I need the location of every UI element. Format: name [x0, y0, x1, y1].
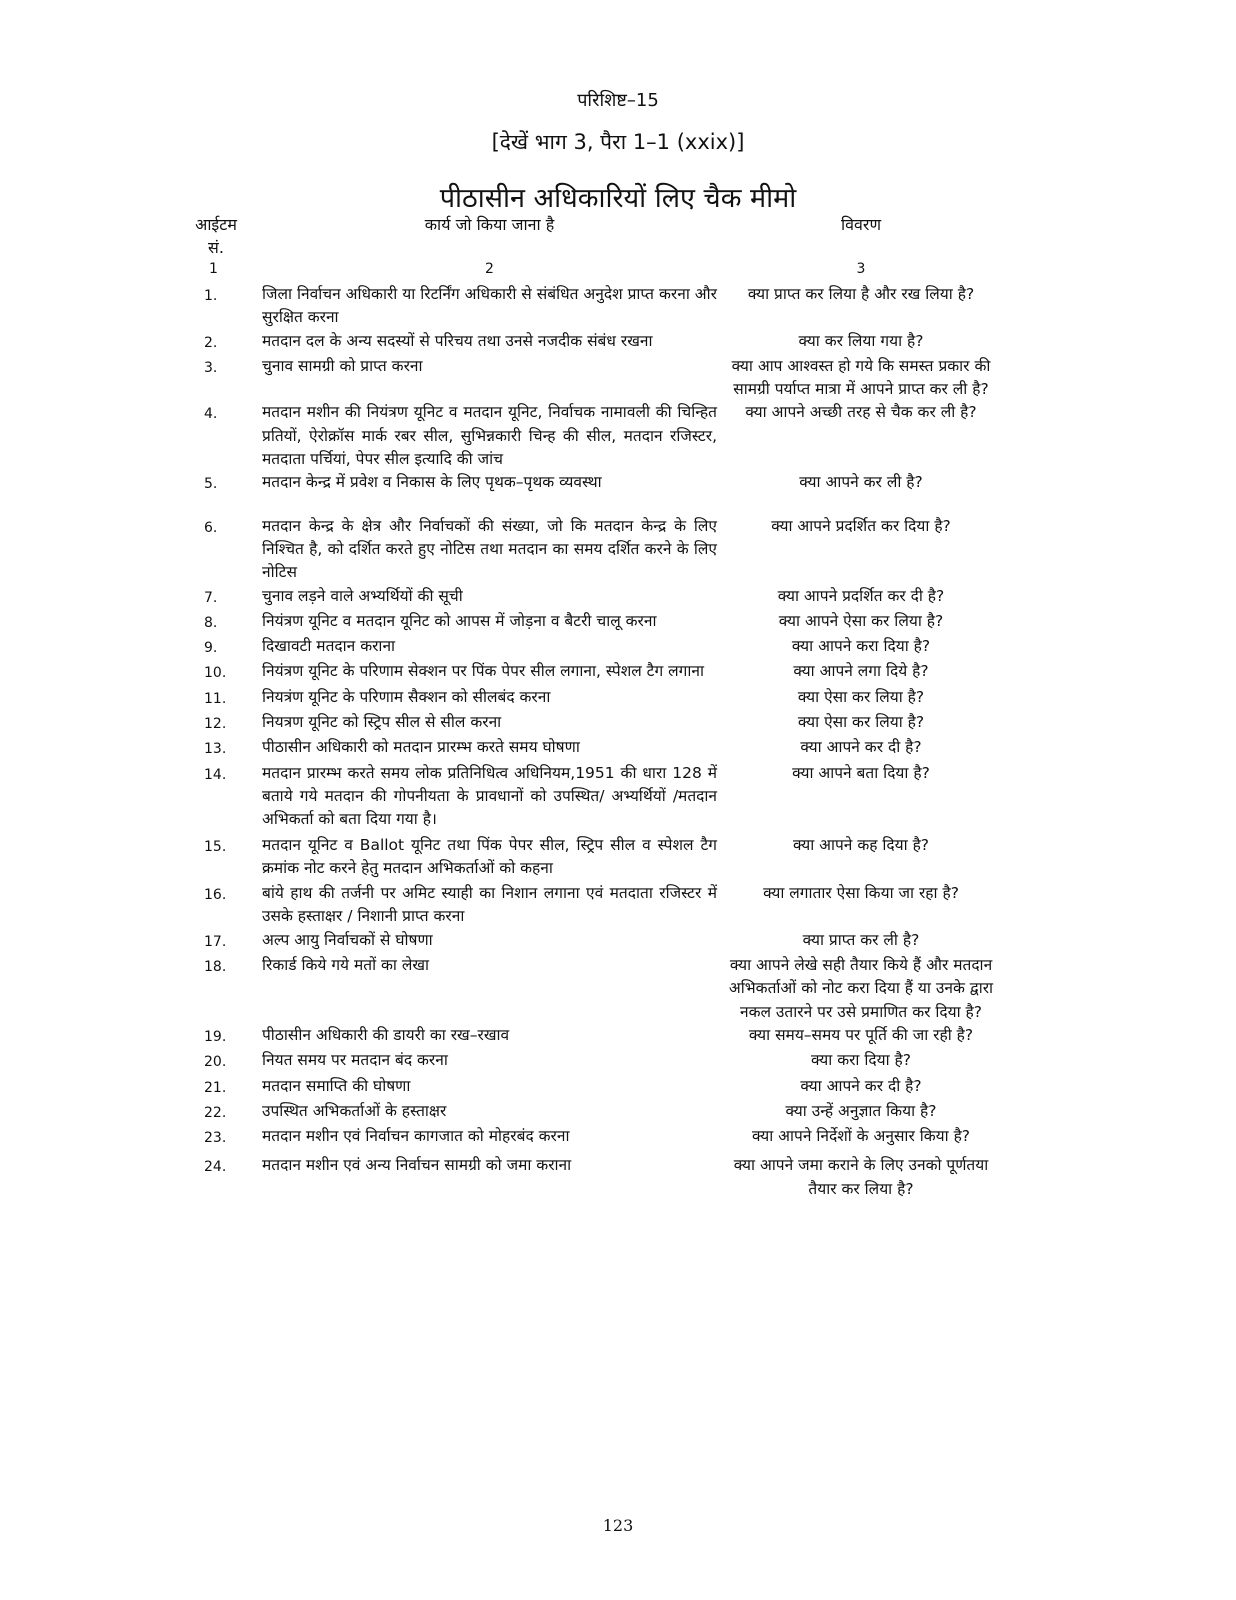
item-number: 21. — [204, 1079, 227, 1096]
item-number: 18. — [204, 959, 227, 976]
item-number: 3. — [204, 359, 218, 376]
task-text: मतदान यूनिट व Ballot यूनिट तथा पिंक पेपर सील, स्ट्रिप सील व स्पेशल टैग क्रमांक नोट करने हेतु मतदान अभिकर्ताओं को कहना — [262, 835, 717, 877]
task-text: नियत्रंण यूनिट के परिणाम सैक्शन को सीलबंद करना — [262, 687, 551, 706]
description-text: क्या ऐसा कर लिया है? — [797, 713, 925, 732]
item-number: 4. — [204, 406, 218, 423]
col-number-2: 2 — [485, 261, 494, 277]
table-row — [0, 1049, 1236, 1074]
description-text: क्या उन्हें अनुज्ञात किया है? — [785, 1101, 937, 1120]
table-row — [0, 1125, 1236, 1150]
description-text: क्या आपने प्रदर्शित कर दिया है? — [771, 516, 951, 535]
description-text: क्या आपने कर ली है? — [799, 473, 923, 492]
description-text: क्या आपने कह दिया है? — [792, 835, 930, 854]
table-row — [0, 401, 1236, 471]
task-text: मतदान केन्द्र में प्रवेश व निकास के लिए पृथक–पृथक व्यवस्था — [262, 473, 602, 492]
table-row — [0, 954, 1236, 1024]
table-row — [0, 635, 1236, 660]
task-text: नियंत्रण यूनिट व मतदान यूनिट को आपस में जोड़ना व बैटरी चालू करना — [262, 611, 657, 630]
item-number: 5. — [204, 476, 218, 493]
item-number: 8. — [204, 614, 218, 631]
description-text: क्या आप आश्वस्त हो गये कि समस्त प्रकार की सामग्री पर्याप्त मात्रा में आपने प्राप्त कर ली है? — [731, 356, 991, 399]
task-text: चुनाव सामग्री को प्राप्त करना — [262, 356, 423, 375]
item-number: 12. — [204, 716, 227, 733]
table-row — [0, 929, 1236, 954]
description-text: क्या प्राप्त कर ली है? — [802, 930, 920, 949]
appendix-label: परिशिष्ट–15 — [577, 90, 659, 111]
item-number: 13. — [204, 741, 227, 758]
item-number: 2. — [204, 334, 218, 351]
table-row — [0, 1024, 1236, 1049]
col-header-item-no: आईटम सं. — [195, 215, 237, 257]
task-text: मतदान प्रारम्भ करते समय लोक प्रतिनिधित्व अधिनियम,1951 की धारा 128 में बताये गये मतदान की गोपनीयता के प्रावधानों को उपस्थित/ अभ्यर्थियों /मतदान अभिकर्ता को बता दिया गया है। — [262, 763, 717, 829]
description-text: क्या लगातार ऐसा किया जा रहा है? — [763, 884, 959, 903]
table-row — [0, 1100, 1236, 1125]
item-number: 23. — [204, 1130, 227, 1147]
reference-line: [देखें भाग 3, पैरा 1–1 (xxix)] — [491, 130, 745, 154]
item-number: 15. — [204, 838, 227, 855]
task-text: मतदान मशीन की नियंत्रण यूनिट व मतदान यूनिट, निर्वाचक नामावली की चिन्हित प्रतियों, ऐरोक्रॉस मार्क रबर सील, सुभिन्नकारी चिन्ह की सील, मतदान रजिस्टर, मतदाता पर्चियां, पेपर सील इत्यादि की जांच — [262, 403, 717, 469]
task-text: जिला निर्वाचन अधिकारी या रिटर्निंग अधिकारी से संबंधित अनुदेश प्राप्त करना और सुरक्षित करना — [262, 285, 717, 327]
task-text: नियत्रण यूनिट को स्ट्रिप सील से सील करना — [262, 713, 502, 732]
description-text: क्या आपने ऐसा कर लिया है? — [778, 611, 944, 630]
task-text: मतदान दल के अन्य सदस्यों से परिचय तथा उनसे नजदीक संबंध रखना — [262, 331, 653, 350]
task-text: उपस्थित अभिकर्ताओं के हस्ताक्षर — [262, 1101, 447, 1120]
task-text: मतदान समाप्ति की घोषणा — [262, 1076, 411, 1095]
col-number-1: 1 — [209, 261, 218, 277]
table-row — [0, 283, 1236, 330]
description-text: क्या आपने लगा दिये है? — [793, 662, 929, 681]
task-text: नियंत्रण यूनिट के परिणाम सेक्शन पर पिंक पेपर सील लगाना, स्पेशल टैग लगाना — [262, 662, 705, 681]
item-number: 16. — [204, 887, 227, 904]
table-row — [0, 762, 1236, 832]
col-header-description: विवरण — [840, 215, 882, 234]
item-number: 7. — [204, 589, 218, 606]
table-row — [0, 1075, 1236, 1100]
item-number: 11. — [204, 690, 227, 707]
description-text: क्या कर लिया गया है? — [798, 331, 924, 350]
item-number: 17. — [204, 933, 227, 950]
task-text: रिकार्ड किये गये मतों का लेखा — [262, 956, 430, 975]
table-row — [0, 711, 1236, 736]
description-text: क्या आपने अच्छी तरह से चैक कर ली है? — [745, 403, 977, 422]
description-text: क्या आपने कर दी है? — [800, 738, 922, 757]
task-text: नियत समय पर मतदान बंद करना — [262, 1051, 448, 1070]
col-header-task: कार्य जो किया जाना है — [424, 215, 555, 234]
table-row — [0, 1154, 1236, 1201]
page-title: पीठासीन अधिकारियों लिए चैक मीमो — [439, 183, 797, 214]
page-number: 123 — [602, 1516, 634, 1535]
task-text: अल्प आयु निर्वाचकों से घोषणा — [262, 930, 433, 949]
table-row — [0, 355, 1236, 402]
table-row — [0, 610, 1236, 635]
item-number: 22. — [204, 1104, 227, 1121]
table-row — [0, 686, 1236, 711]
item-number: 1. — [204, 288, 218, 304]
table-row — [0, 834, 1236, 881]
item-number: 20. — [204, 1054, 227, 1071]
description-text: क्या आपने निर्देशों के अनुसार किया है? — [751, 1127, 971, 1146]
description-text: क्या प्राप्त कर लिया है और रख लिया है? — [747, 285, 975, 303]
table-row — [0, 660, 1236, 685]
item-number: 19. — [204, 1028, 227, 1045]
task-text: चुनाव लड़ने वाले अभ्यर्थियों की सूची — [262, 586, 463, 605]
table-row — [0, 471, 1236, 496]
table-row — [0, 585, 1236, 610]
task-text: बांये हाथ की तर्जनी पर अमिट स्याही का निशान लगाना एवं मतदाता रजिस्टर में उसके हस्ताक्षर / निशानी प्राप्त करना — [262, 884, 717, 926]
description-text: क्या आपने बता दिया है? — [792, 763, 930, 782]
task-text: दिखावटी मतदान कराना — [262, 637, 396, 656]
description-text: क्या आपने प्रदर्शित कर दी है? — [777, 586, 945, 605]
table-row — [0, 515, 1236, 585]
item-number: 24. — [204, 1159, 227, 1176]
description-text: क्या करा दिया है? — [810, 1051, 912, 1070]
table-header — [0, 213, 1236, 283]
table-body — [0, 283, 1236, 1201]
description-text: क्या आपने करा दिया है? — [791, 637, 931, 656]
col-number-3: 3 — [856, 261, 866, 277]
table-row — [0, 736, 1236, 761]
task-text: मतदान मशीन एवं अन्य निर्वाचन सामग्री को जमा कराना — [262, 1156, 572, 1175]
task-text: पीठासीन अधिकारी को मतदान प्रारम्भ करते समय घोषणा — [262, 738, 580, 757]
description-text: क्या आपने जमा कराने के लिए उनको पूर्णतया तैयार कर लिया है? — [733, 1156, 989, 1198]
task-text: पीठासीन अधिकारी की डायरी का रख–रखाव — [262, 1025, 510, 1044]
table-row — [0, 330, 1236, 355]
task-text: मतदान मशीन एवं निर्वाचन कागजात को मोहरबंद करना — [262, 1127, 570, 1146]
item-number: 14. — [204, 766, 227, 783]
item-number: 10. — [204, 665, 227, 682]
description-text: क्या आपने कर दी है? — [800, 1076, 922, 1095]
item-number: 9. — [204, 640, 218, 657]
description-text: क्या ऐसा कर लिया है? — [797, 687, 925, 706]
table-row — [0, 882, 1236, 929]
description-text: क्या समय–समय पर पूर्ति की जा रही है? — [748, 1025, 974, 1044]
description-text: क्या आपने लेखे सही तैयार किये हैं और मतदान अभिकर्ताओं को नोट करा दिया हैं या उनके द्वारा नकल उतारने पर उसे प्रमाणित कर दिया है? — [728, 956, 994, 1021]
item-number: 6. — [204, 519, 218, 536]
task-text: मतदान केन्द्र के क्षेत्र और निर्वाचकों की संख्या, जो कि मतदान केन्द्र के लिए निश्चित है, को दर्शित करते हुए नोटिस तथा मतदान का समय दर्शित करने के लिए नोटिस — [262, 516, 717, 582]
